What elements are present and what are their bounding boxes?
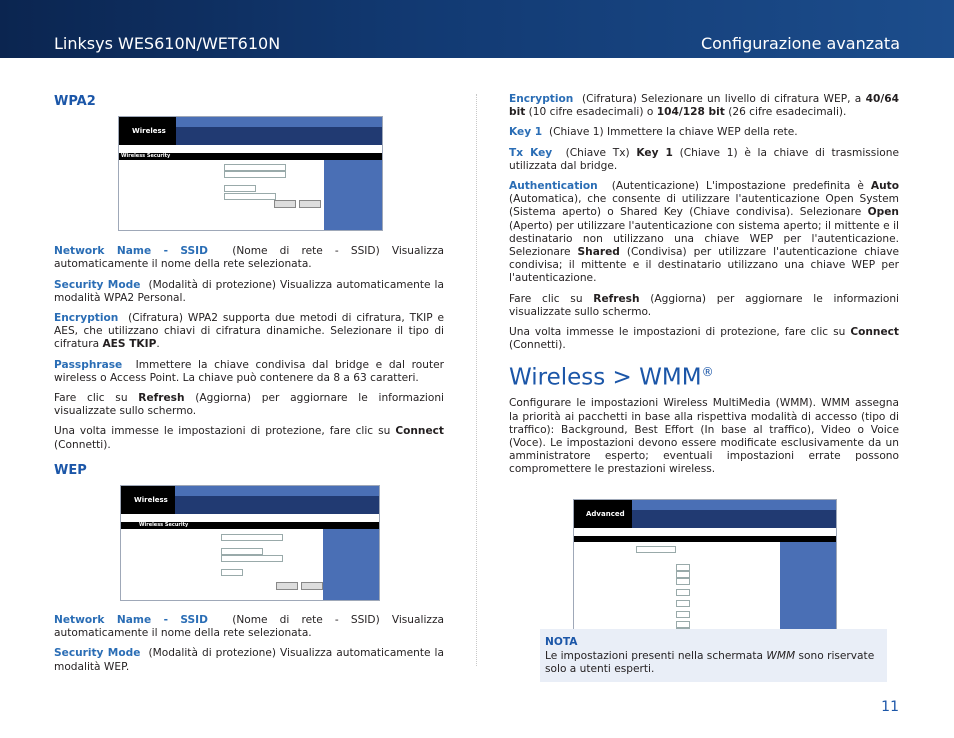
section-title: Configurazione avanzata	[700, 34, 900, 53]
wpa2-security-desc: Security Mode (Modalità di protezione) Visualizza automaticamente la modalità WPA2 Personal.	[54, 278, 444, 304]
left-column	[54, 95, 444, 681]
note-text: Le impostazioni presenti nella schermata WMM sono riservate solo a utenti esperti.	[545, 650, 875, 675]
note-box	[540, 629, 887, 682]
wep-ssid-desc: Network Name - SSID (Nome di rete - SSID) Visualizza automaticamente il nome della rete selezionata.	[54, 614, 445, 640]
wep-refresh-desc: Fare clic su Refresh (Aggiorna) per aggiornare le informazioni visualizzate sullo schermo.	[509, 292, 899, 318]
page-header	[0, 0, 954, 58]
wep-connect-desc: Una volta immesse le impostazioni di protezione, fare clic su Connect (Connetti).	[509, 326, 899, 352]
note-title: NOTA	[545, 636, 578, 648]
key1-desc: Key 1 (Chiave 1) Immettere la chiave WEP della rete.	[509, 126, 798, 139]
wpa2-passphrase-desc: Passphrase Immettere la chiave condivisa dal bridge e dal router wireless o Access Point. La chiave può contenere da 8 a 63 caratteri.	[54, 358, 444, 384]
security-bar: Wireless Security	[119, 153, 383, 160]
security-bar: Wireless Security	[121, 522, 380, 529]
wmm-title: Wireless > WMM®	[509, 365, 714, 392]
wep-screenshot	[120, 485, 380, 601]
screenshot-section-label: Wireless	[121, 486, 188, 514]
wpa2-connect-desc: Una volta immesse le impostazioni di protezione, fare clic su Connect (Connetti).	[54, 425, 444, 451]
wpa2-screenshot	[118, 116, 383, 231]
wep-encryption-desc: Encryption (Cifratura) Selezionare un livello di cifratura WEP, a 40/64 bit (10 cifre esadecimali) o 104/128 bit (26 cifre esadecimali).	[509, 93, 899, 119]
column-divider	[476, 94, 477, 666]
page-number: 11	[881, 699, 899, 715]
wmm-desc: Configurare le impostazioni Wireless MultiMedia (WMM). WMM assegna la priorità ai pacchetti in base alla rispettiva modalità di accesso (tipo di traffico): Background, Best Effort (In base al traffico), Video o Voice (Voce). Le impostazioni devono essere modificate esclusivamente da un amministratore esperto; eventuali impostazioni errate possono compromettere le prestazioni wireless.	[509, 397, 899, 476]
right-column	[509, 93, 899, 659]
product-title: Linksys WES610N/WET610N	[54, 34, 281, 53]
wep-heading: WEP	[54, 462, 87, 478]
screenshot-section-label: Advanced	[574, 500, 644, 528]
screenshot-section-label: Wireless	[119, 117, 189, 145]
wep-security-desc: Security Mode (Modalità di protezione) Visualizza automaticamente la modalità WEP.	[54, 647, 444, 673]
authentication-desc: Authentication (Autenticazione) L'impostazione predefinita è Auto (Automatica), che consente di utilizzare l'autenticazione Open System (Sistema aperto) o Shared Key (Chiave condivisa). Selezionare Open (Aperto) per utilizzare l'autenticazione con sistema aperto; il mittente e il destinatario non utilizzano una chiave WEP per l'autenticazione. Selezionare Shared (Condivisa) per utilizzare l'autenticazione chiave condivisa; il mittente e il destinatario utilizzano una chiave WEP per l'autenticazione.	[509, 180, 899, 285]
wpa2-heading: WPA2	[54, 94, 96, 109]
wpa2-ssid-desc: Network Name - SSID (Nome di rete - SSID) Visualizza automaticamente il nome della rete selezionata.	[54, 245, 445, 271]
wpa2-refresh-desc: Fare clic su Refresh (Aggiorna) per aggiornare le informazioni visualizzate sullo schermo.	[54, 392, 444, 418]
wpa2-encryption-desc: Encryption (Cifratura) WPA2 supporta due metodi di cifratura, TKIP e AES, che utilizzano chiavi di cifratura dinamiche. Selezionare il tipo di cifratura AES TKIP.	[54, 312, 444, 351]
txkey-desc: Tx Key (Chiave Tx) Key 1 (Chiave 1) è la chiave di trasmissione utilizzata dal bridge.	[509, 146, 899, 172]
